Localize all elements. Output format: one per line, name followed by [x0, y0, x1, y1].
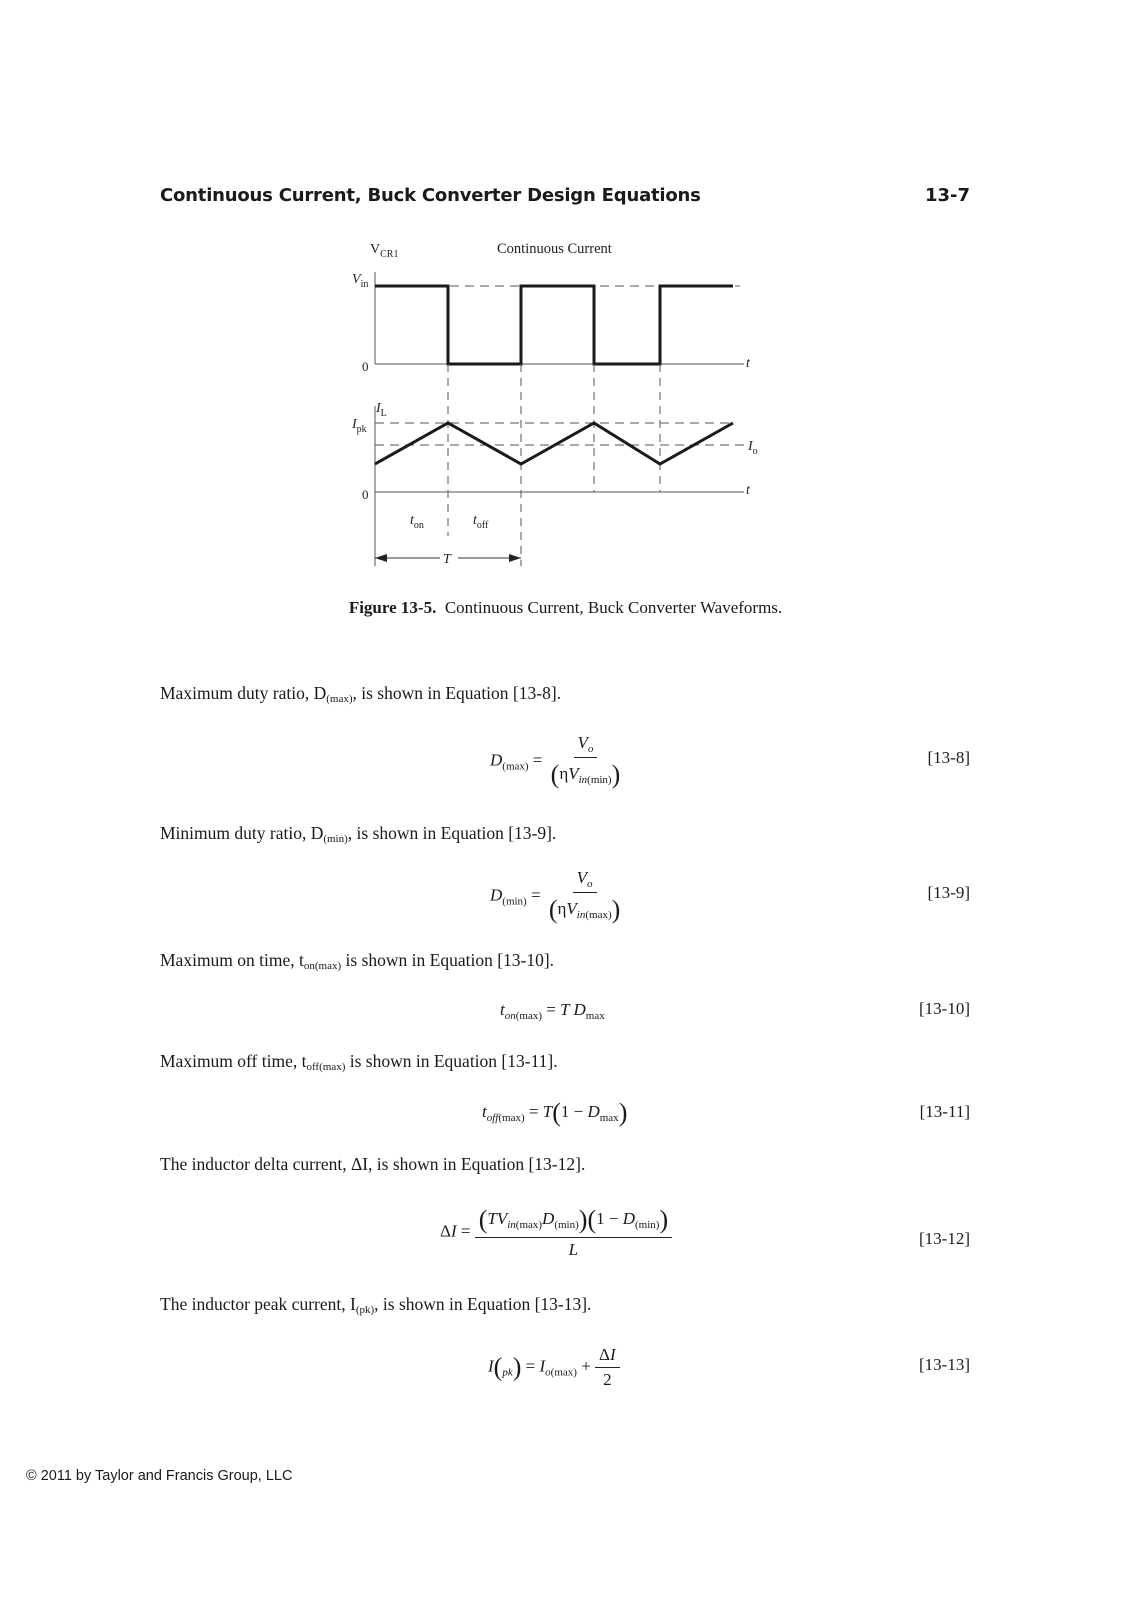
vin-label: $V_{in}$ — [352, 272, 369, 290]
vertical-guides — [448, 364, 660, 566]
copyright-footer: © 2011 by Taylor and Francis Group, LLC — [26, 1468, 293, 1484]
period-arrow-left-head — [375, 554, 387, 562]
waveform-figure — [340, 236, 790, 586]
current-waveform — [375, 423, 733, 464]
running-header-title: Continuous Current, Buck Converter Design Equations — [160, 185, 701, 206]
figure-caption-text: Continuous Current, Buck Converter Waveforms. — [444, 598, 783, 617]
ipk-label: $I_{pk}$ — [352, 417, 367, 435]
equation-number-13-10: [13-10] — [919, 999, 970, 1018]
paragraph-peak-current: The inductor peak current, $I_{(pk)}$, is shown in Equation [13-13]. — [160, 1294, 592, 1316]
il-label: $I_L$ — [376, 401, 387, 419]
equation-13-11: $t_{off(max)} = T(1 - D_{max})$ — [482, 1098, 628, 1127]
vcr-label: $V_{CR1}$ — [370, 242, 399, 260]
equation-number-13-9: [13-9] — [927, 883, 970, 902]
equation-number-13-11: [13-11] — [919, 1102, 970, 1121]
paragraph-max-on-time: Maximum on time, $t_{on(max)}$ is shown in Equation [13-10]. — [160, 950, 555, 972]
zero-label-top: 0 — [362, 359, 369, 374]
period-arrow-right-head — [509, 554, 521, 562]
equation-number-13-12: [13-12] — [919, 1229, 970, 1248]
figure-caption — [0, 598, 1131, 618]
paragraph-max-duty: Maximum duty ratio, $D_{(max)}$, is shown in Equation [13-8]. — [160, 683, 562, 705]
io-label: $I_o$ — [748, 439, 758, 457]
voltage-waveform — [375, 286, 733, 364]
equation-13-10: $t_{on(max)} = T$ $D_{max}$ — [500, 1000, 605, 1022]
period-label: T — [443, 552, 451, 567]
equation-13-13: $I(_{pk}) = I_{o(max)}$ + $\frac{\Delta I}{2}$ — [488, 1345, 620, 1390]
ton-label: $t_{on}$ — [410, 513, 424, 531]
equation-number-13-8: [13-8] — [927, 748, 970, 767]
t-axis-label-bottom: t — [746, 483, 750, 498]
t-axis-label-top: t — [746, 356, 750, 371]
paragraph-max-off-time: Maximum off time, $t_{off(max)}$ is shown in Equation [13-11]. — [160, 1051, 558, 1073]
toff-label: $t_{off}$ — [473, 513, 489, 531]
equation-13-8: $D_{(max)}$ = $\frac{V_o}{(\eta V_{in(min)})}$ — [490, 733, 621, 789]
equation-13-9: $D_{(min)}$ = $\frac{V_o}{(\eta V_{in(max)})}$ — [490, 868, 621, 924]
page-number: 13-7 — [924, 185, 970, 206]
figure-top-label: Continuous Current — [497, 241, 612, 257]
paragraph-delta-current: The inductor delta current, ΔI, is shown in Equation [13-12]. — [160, 1154, 586, 1174]
equation-number-13-13: [13-13] — [919, 1355, 970, 1374]
zero-label-bottom: 0 — [362, 487, 369, 502]
paragraph-min-duty: Minimum duty ratio, $D_{(min)}$, is shown in Equation [13-9]. — [160, 823, 557, 845]
equation-13-12: ΔI = $\frac{(TV_{in(max)}D_{(min)})(1 - D_{(min)})}{L}$ — [440, 1205, 672, 1260]
figure-caption-label: Figure 13-5. — [348, 598, 437, 617]
